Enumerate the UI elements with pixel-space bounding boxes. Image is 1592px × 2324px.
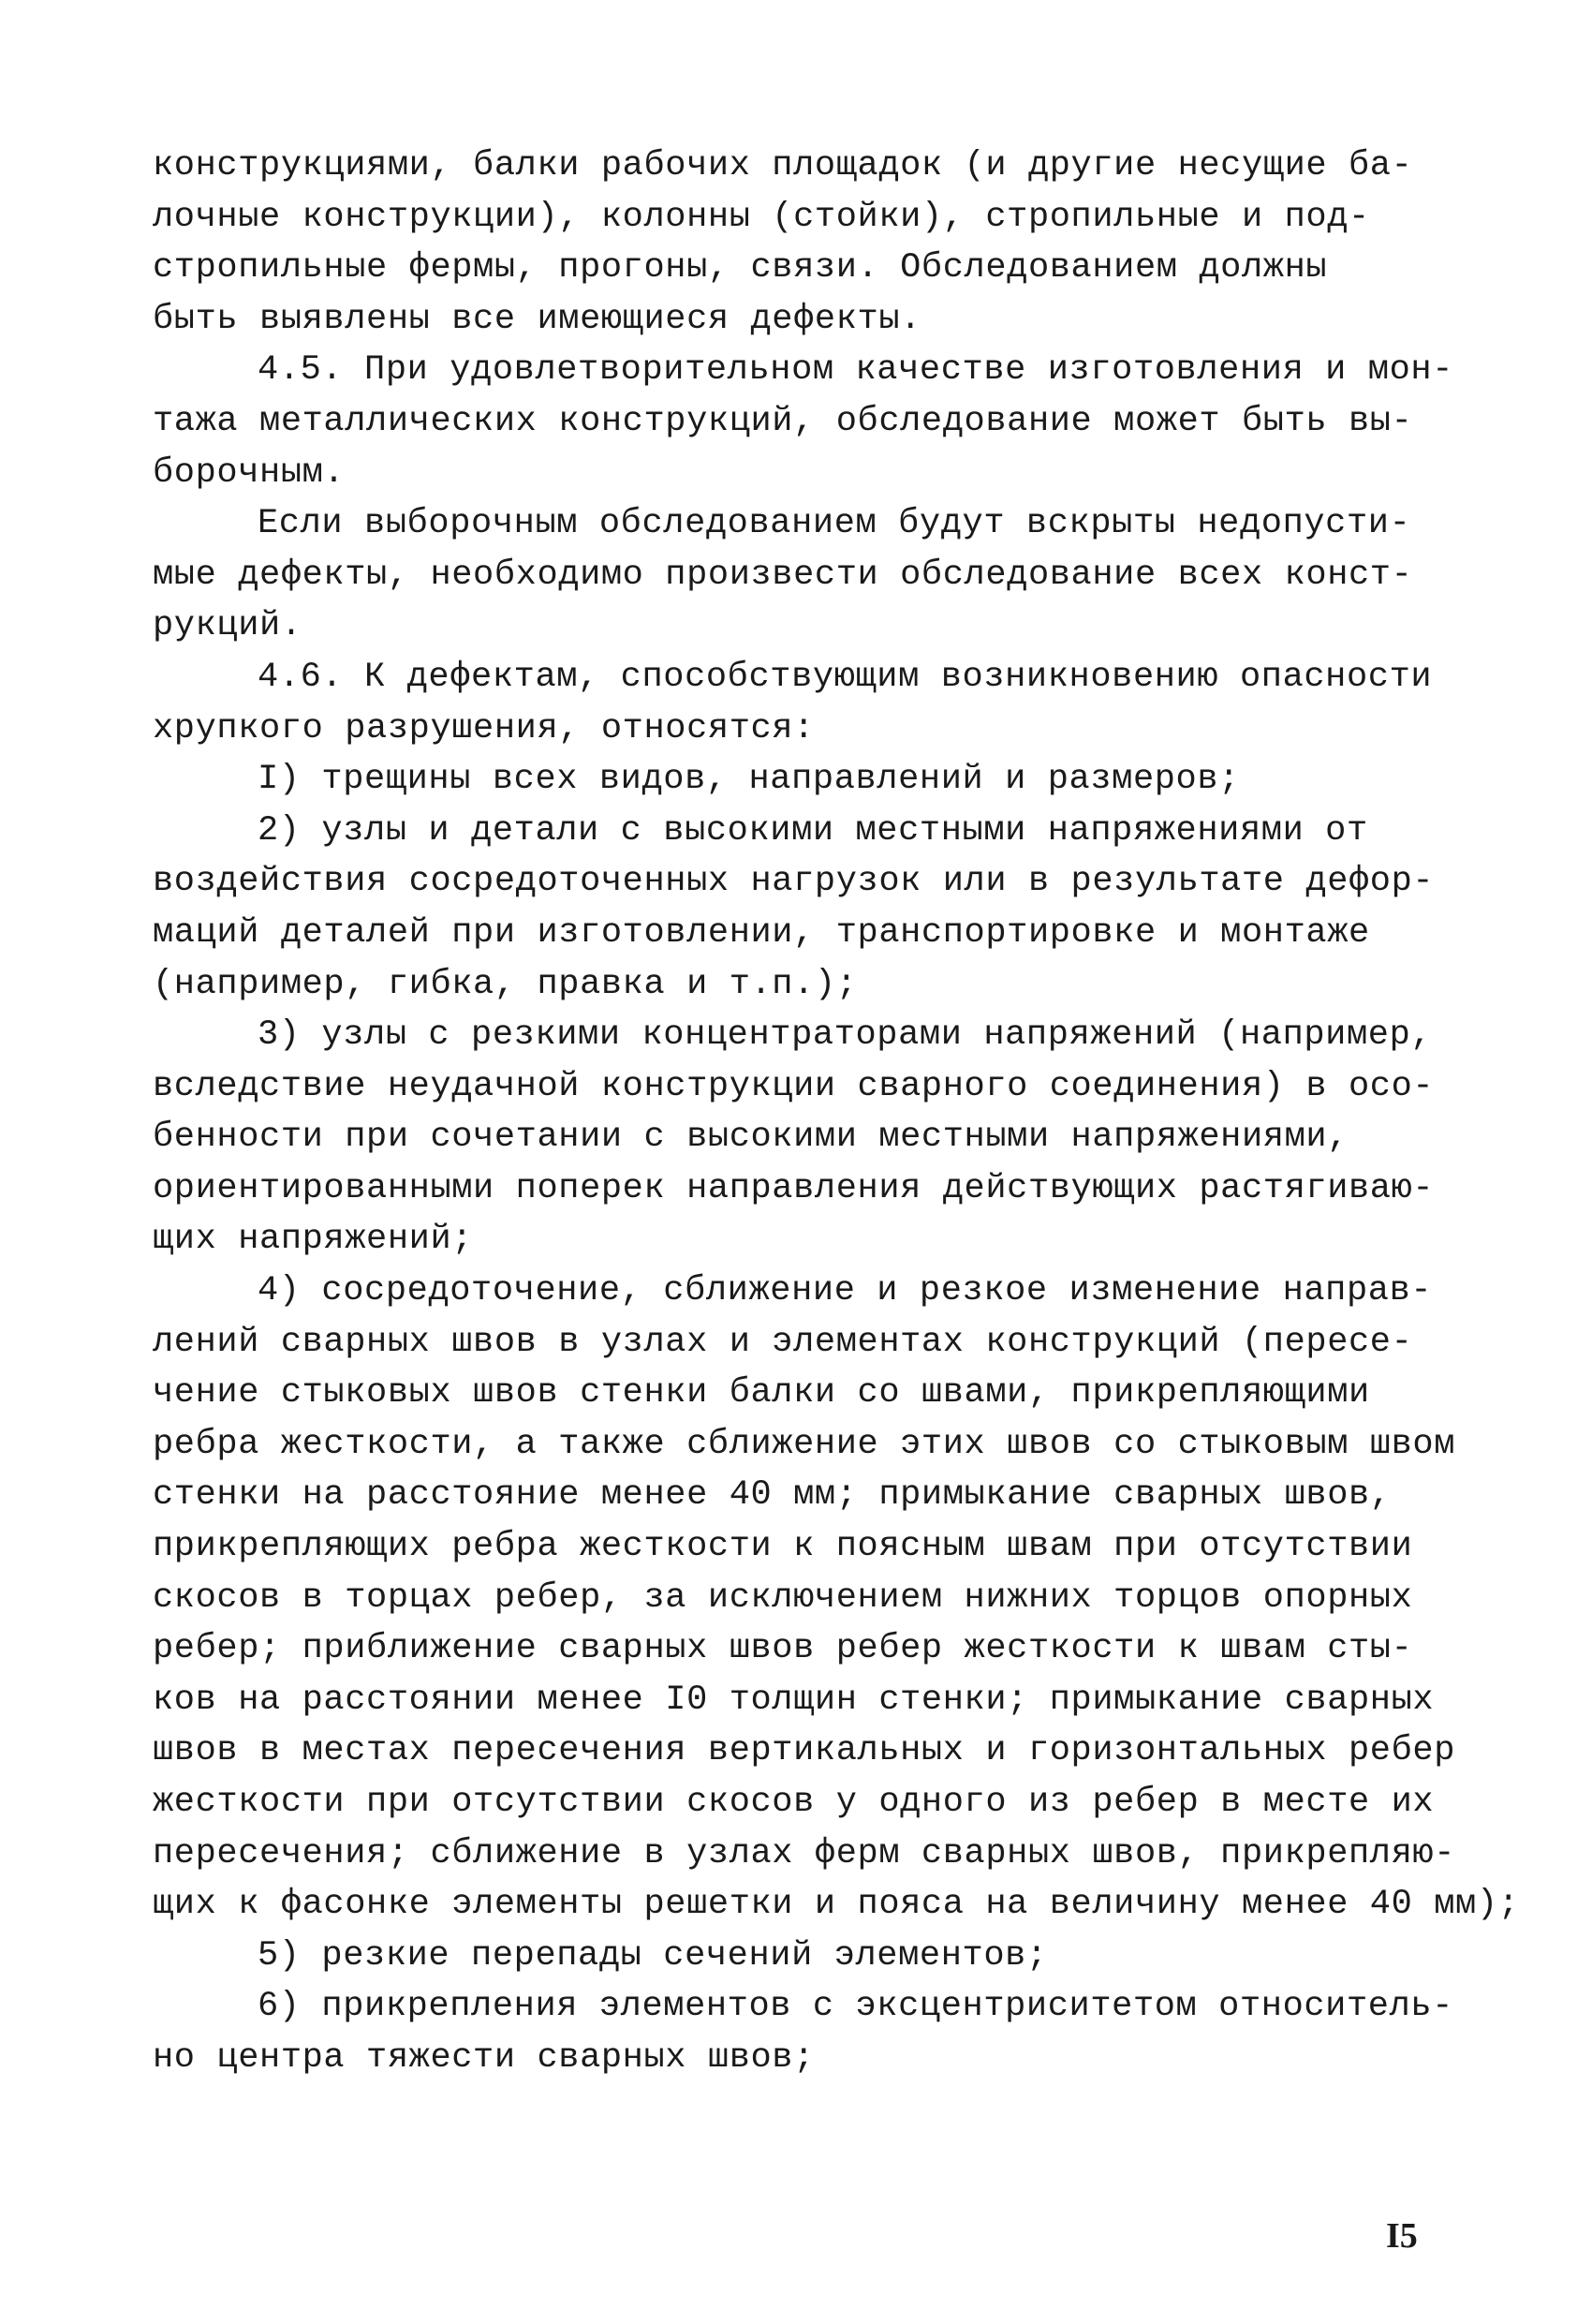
- text-line: жесткости при отсутствии скосов у одного из ребер в месте их: [153, 1783, 1435, 1822]
- text-line: (например, гибка, правка и т.п.);: [153, 964, 858, 1004]
- text-line: мые дефекты, необходимо произвести обследование всех конст-: [153, 555, 1413, 595]
- list-item-1: I) трещины всех видов, направлений и размеров;: [258, 760, 1240, 800]
- section-4-5-start: 4.5. При удовлетворительном качестве изготовления и мон-: [258, 350, 1454, 391]
- list-item-6: 6) прикрепления элементов с эксцентриситетом относитель-: [258, 1987, 1454, 2027]
- text-line: стенки на расстояние менее 40 мм; примыкание сварных швов,: [153, 1475, 1392, 1516]
- text-line: щих к фасонке элементы решетки и пояса на величину менее 40 мм);: [153, 1885, 1520, 1925]
- text-line: прикрепляющих ребра жесткости к поясным швам при отсутствии: [153, 1527, 1413, 1567]
- text-line: борочным.: [153, 452, 346, 493]
- text-line: рукций.: [153, 606, 302, 646]
- text-line: маций деталей при изготовлении, транспортировке и монтаже: [153, 912, 1370, 953]
- section-4-6-start: 4.6. К дефектам, способствующим возникновению опасности: [258, 657, 1433, 697]
- text-line: скосов в торцах ребер, за исключением нижних торцов опорных: [153, 1577, 1413, 1618]
- text-line: ребра жесткости, а также сближение этих швов со стыковым швом: [153, 1424, 1456, 1464]
- text-line: щих напряжений;: [153, 1220, 474, 1260]
- text-line: стропильные фермы, прогоны, связи. Обследованием должны: [153, 248, 1328, 289]
- text-line: лений сварных швов в узлах и элементах конструкций (пересе-: [153, 1322, 1413, 1362]
- text-line: лочные конструкции), колонны (стойки), стропильные и под-: [153, 197, 1370, 237]
- body-text: [153, 141, 1520, 2084]
- text-line: но центра тяжести сварных швов;: [153, 2037, 815, 2078]
- list-item-4: 4) сосредоточение, сближение и резкое изменение направ-: [258, 1271, 1433, 1311]
- text-line: пересечения; сближение в узлах ферм сварных швов, прикрепляю-: [153, 1833, 1456, 1873]
- text-line: швов в местах пересечения вертикальных и горизонтальных ребер: [153, 1731, 1456, 1771]
- page-number: I5: [1386, 2216, 1418, 2256]
- list-item-5: 5) резкие перепады сечений элементов;: [258, 1935, 1048, 1976]
- paragraph-start: Если выборочным обследованием будут вскрыты недопусти-: [258, 504, 1411, 544]
- text-line: конструкциями, балки рабочих площадок (и другие несущие ба-: [153, 146, 1413, 185]
- text-line: хрупкого разрушения, относятся:: [153, 708, 815, 748]
- text-line: ков на расстоянии менее I0 толщин стенки; примыкание сварных: [153, 1680, 1435, 1720]
- text-line: чение стыковых швов стенки балки со швами, прикрепляющими: [153, 1373, 1370, 1414]
- text-line: быть выявлены все имеющиеся дефекты.: [153, 299, 921, 339]
- list-item-3: 3) узлы с резкими концентраторами напряжений (например,: [258, 1015, 1433, 1056]
- text-line: ориентированными поперек направления действующих растягиваю-: [153, 1168, 1435, 1208]
- text-line: воздействия сосредоточенных нагрузок или в результате дефор-: [153, 862, 1435, 902]
- text-line: тажа металлических конструкций, обследование может быть вы-: [153, 401, 1413, 441]
- list-item-2: 2) узлы и детали с высокими местными напряжениями от: [258, 810, 1368, 851]
- text-line: ребер; приближение сварных швов ребер жесткости к швам сты-: [153, 1629, 1413, 1669]
- text-line: вследствие неудачной конструкции сварного соединения) в осо-: [153, 1066, 1435, 1106]
- text-line: бенности при сочетании с высокими местными напряжениями,: [153, 1118, 1349, 1158]
